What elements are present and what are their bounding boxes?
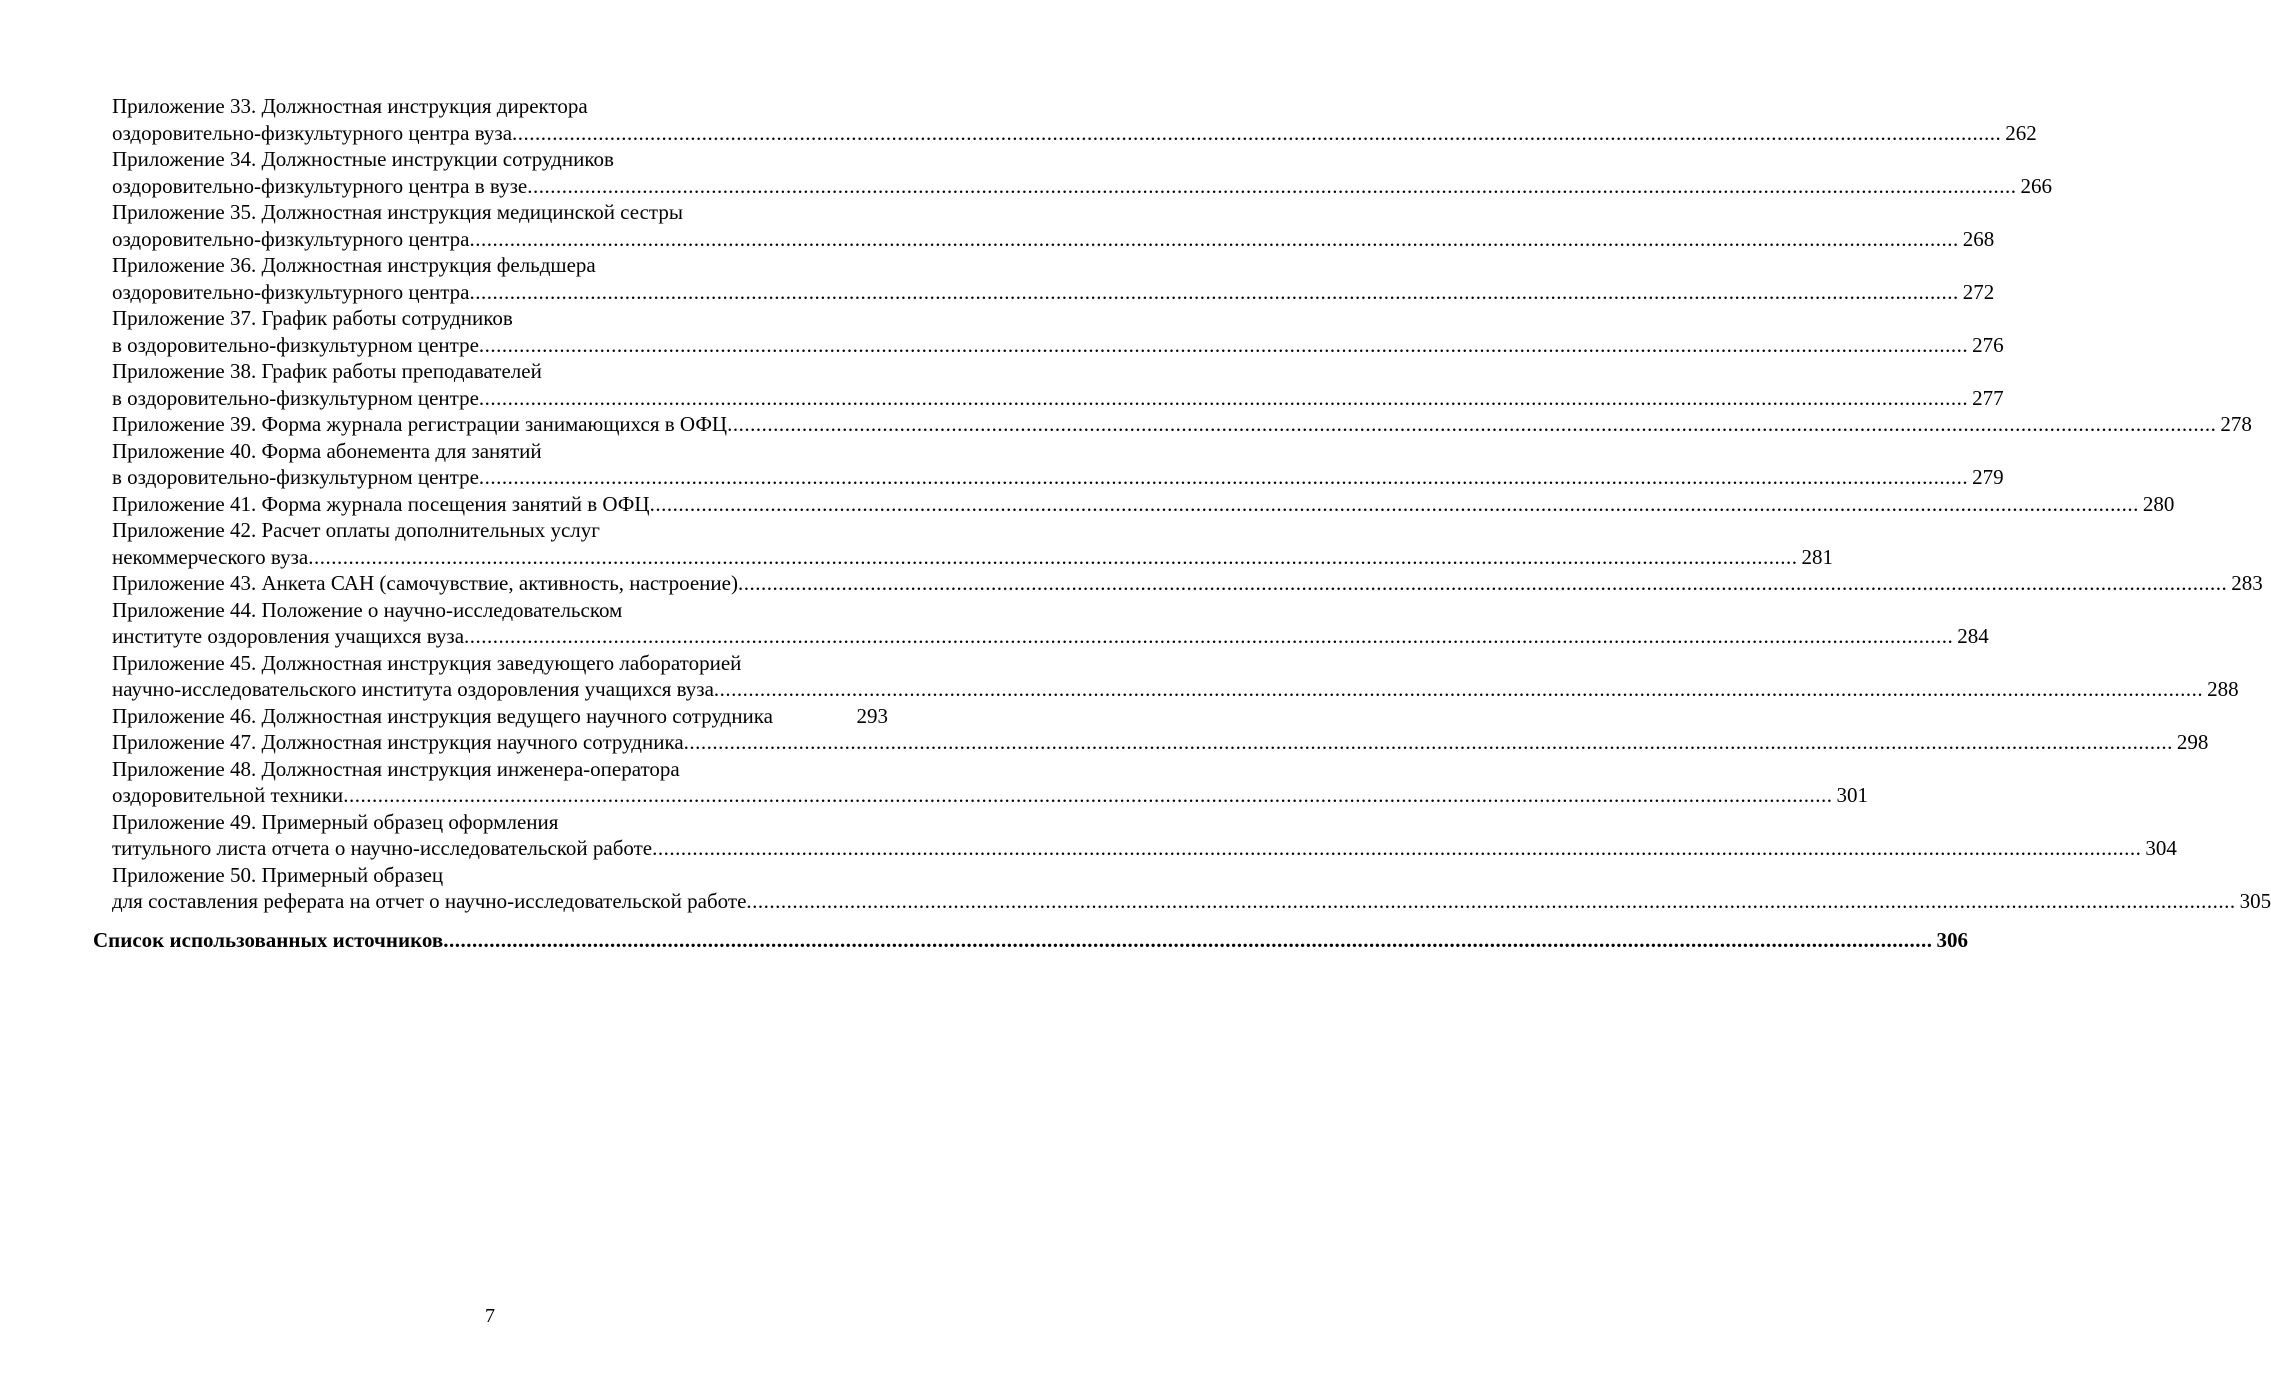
entry-title-line2: Приложение 43. Анкета САН (самочувствие, активность, настроение) bbox=[112, 571, 738, 595]
entry-page: 279 bbox=[1972, 465, 2004, 489]
entry-row bbox=[112, 332, 2004, 359]
toc-entry[interactable] bbox=[112, 597, 1989, 650]
entry-title-line1: Приложение 42. Расчет оплаты дополнительных услуг bbox=[112, 518, 600, 542]
entry-page: 278 bbox=[2220, 412, 2252, 436]
entry-title-line2: в оздоровительно-физкультурном центре bbox=[112, 385, 479, 410]
entry-title-line1: Приложение 35. Должностная инструкция медицинской сестры bbox=[112, 200, 683, 224]
entry-row bbox=[112, 729, 2209, 756]
page-number: 7 bbox=[485, 1305, 495, 1327]
entry-row bbox=[112, 570, 2263, 597]
toc-entry[interactable] bbox=[112, 438, 2004, 491]
toc-entry[interactable] bbox=[112, 703, 888, 730]
entry-title-line2: некоммерческого вуза bbox=[112, 544, 309, 569]
dot-leader bbox=[479, 464, 1968, 491]
entry-page: 298 bbox=[2176, 730, 2209, 754]
entry-row bbox=[112, 888, 2271, 915]
entry-row bbox=[112, 623, 1989, 650]
toc-entry[interactable] bbox=[112, 862, 2271, 915]
entry-page: 266 bbox=[2020, 173, 2052, 198]
toc-entry[interactable] bbox=[112, 411, 2252, 438]
entry-title-line2: научно-исследовательского института оздоровления учащихся вуза bbox=[112, 677, 714, 701]
toc-entry[interactable] bbox=[112, 517, 1833, 570]
entry-row bbox=[112, 703, 888, 730]
entry-page: 281 bbox=[1801, 544, 1833, 569]
entry-page: 268 bbox=[1962, 226, 1995, 251]
entry-row bbox=[112, 782, 1868, 809]
entry-title-line1: Приложение 36. Должностная инструкция фельдшера bbox=[112, 253, 596, 277]
entry-row bbox=[112, 173, 2052, 200]
entry-row bbox=[112, 464, 2004, 491]
toc-entry[interactable] bbox=[112, 809, 2177, 862]
entry-title-line2: Приложение 41. Форма журнала посещения занятий в ОФЦ bbox=[112, 491, 650, 516]
entry-page: 280 bbox=[2142, 491, 2175, 516]
toc-entry[interactable] bbox=[112, 252, 1995, 305]
dot-leader bbox=[652, 835, 2141, 862]
entry-title-line2: оздоровительно-физкультурного центра вуза bbox=[112, 120, 513, 145]
entry-title-line2: оздоровительной техники bbox=[112, 783, 344, 807]
entry-title-line2: Приложение 39. Форма журнала регистрации занимающихся в ОФЦ bbox=[112, 412, 728, 436]
dot-leader bbox=[746, 888, 2235, 915]
toc-entry[interactable] bbox=[112, 650, 2239, 703]
entry-row bbox=[112, 385, 2004, 412]
entry-title-line1: Приложение 48. Должностная инструкция инженера-оператора bbox=[112, 756, 680, 781]
entry-row bbox=[112, 411, 2252, 438]
entry-title-line2: институте оздоровления учащихся вуза bbox=[112, 624, 465, 648]
entry-title-line1: Приложение 49. Примерный образец оформления bbox=[112, 809, 559, 834]
entry-row bbox=[112, 544, 1833, 571]
entry-row bbox=[112, 226, 1995, 253]
entry-page: 301 bbox=[1836, 783, 1868, 807]
entry-row bbox=[112, 491, 2175, 518]
toc-entry[interactable] bbox=[112, 199, 1995, 252]
dot-leader bbox=[684, 729, 2173, 756]
entry-page: 293 bbox=[856, 703, 888, 728]
toc-entry[interactable] bbox=[112, 491, 2175, 518]
entry-title-line2: в оздоровительно-физкультурном центре bbox=[112, 332, 479, 357]
toc-entry[interactable] bbox=[112, 570, 2263, 597]
entry-page: 283 bbox=[2231, 571, 2263, 595]
entry-title-line2: оздоровительно-физкультурного центра в вузе bbox=[112, 173, 528, 198]
toc-entry[interactable] bbox=[112, 305, 2004, 358]
entry-title-line1: Приложение 40. Форма абонемента для занятий bbox=[112, 438, 542, 463]
entry-title-line1: Приложение 50. Примерный образец bbox=[112, 862, 444, 887]
dot-leader bbox=[727, 411, 2216, 438]
entry-page: 284 bbox=[1957, 624, 1989, 648]
dot-leader bbox=[738, 570, 2227, 597]
references-page: 306 bbox=[1936, 928, 1968, 952]
entry-title-line1: Приложение 33. Должностная инструкция директора bbox=[112, 94, 588, 118]
dot-leader bbox=[479, 332, 1968, 359]
toc-entry[interactable] bbox=[112, 358, 2004, 411]
dot-leader bbox=[714, 676, 2203, 703]
dot-leader bbox=[308, 544, 1797, 571]
dot-leader bbox=[464, 623, 1953, 650]
toc-entry[interactable] bbox=[112, 146, 2052, 199]
entry-title-line1: Приложение 44. Положение о научно-исследовательском bbox=[112, 597, 623, 622]
entry-title-line2: оздоровительно-физкультурного центра bbox=[112, 226, 470, 251]
dot-leader bbox=[527, 173, 2016, 200]
dot-leader bbox=[469, 226, 1958, 253]
toc-entry[interactable] bbox=[112, 93, 2037, 146]
table-of-contents bbox=[112, 93, 2271, 915]
entry-row bbox=[112, 835, 2177, 862]
entry-row bbox=[112, 279, 1995, 306]
toc-entry[interactable] bbox=[112, 729, 2209, 756]
entry-page: 288 bbox=[2207, 677, 2239, 701]
entry-title-line2: в оздоровительно-физкультурном центре bbox=[112, 465, 479, 489]
dot-leader bbox=[443, 928, 1932, 953]
dot-leader bbox=[469, 279, 1958, 306]
entry-title-line2: Приложение 46. Должностная инструкция ведущего научного сотрудника bbox=[112, 703, 773, 728]
dot-leader bbox=[650, 491, 2139, 518]
entry-title-line2: для составления реферата на отчет о научно-исследовательской работе bbox=[112, 889, 747, 913]
entry-title-line1: Приложение 45. Должностная инструкция заведующего лабораторией bbox=[112, 650, 742, 675]
entry-title-line2: титульного листа отчета о научно-исследовательской работе bbox=[112, 836, 653, 860]
references-title: Список использованных источников bbox=[93, 928, 444, 952]
entry-page: 262 bbox=[2005, 120, 2037, 145]
entry-title-line1: Приложение 34. Должностные инструкции сотрудников bbox=[112, 147, 614, 171]
entry-page: 272 bbox=[1962, 279, 1995, 304]
dot-leader bbox=[343, 782, 1832, 809]
entry-row bbox=[112, 120, 2037, 147]
entry-page: 276 bbox=[1972, 332, 2004, 357]
toc-entry[interactable] bbox=[112, 756, 1868, 809]
entry-page: 277 bbox=[1972, 385, 2004, 410]
entry-title-line1: Приложение 37. График работы сотрудников bbox=[112, 306, 513, 330]
entry-title-line2: Приложение 47. Должностная инструкция научного сотрудника bbox=[112, 730, 684, 754]
entry-page: 304 bbox=[2145, 836, 2177, 860]
entry-page: 305 bbox=[2239, 889, 2271, 913]
toc-entry-references[interactable] bbox=[93, 928, 1968, 953]
entry-title-line2: оздоровительно-физкультурного центра bbox=[112, 279, 470, 304]
dot-leader bbox=[479, 385, 1968, 412]
entry-title-line1: Приложение 38. График работы преподавателей bbox=[112, 359, 542, 383]
entry-row bbox=[112, 676, 2239, 703]
dot-leader bbox=[512, 120, 2001, 147]
